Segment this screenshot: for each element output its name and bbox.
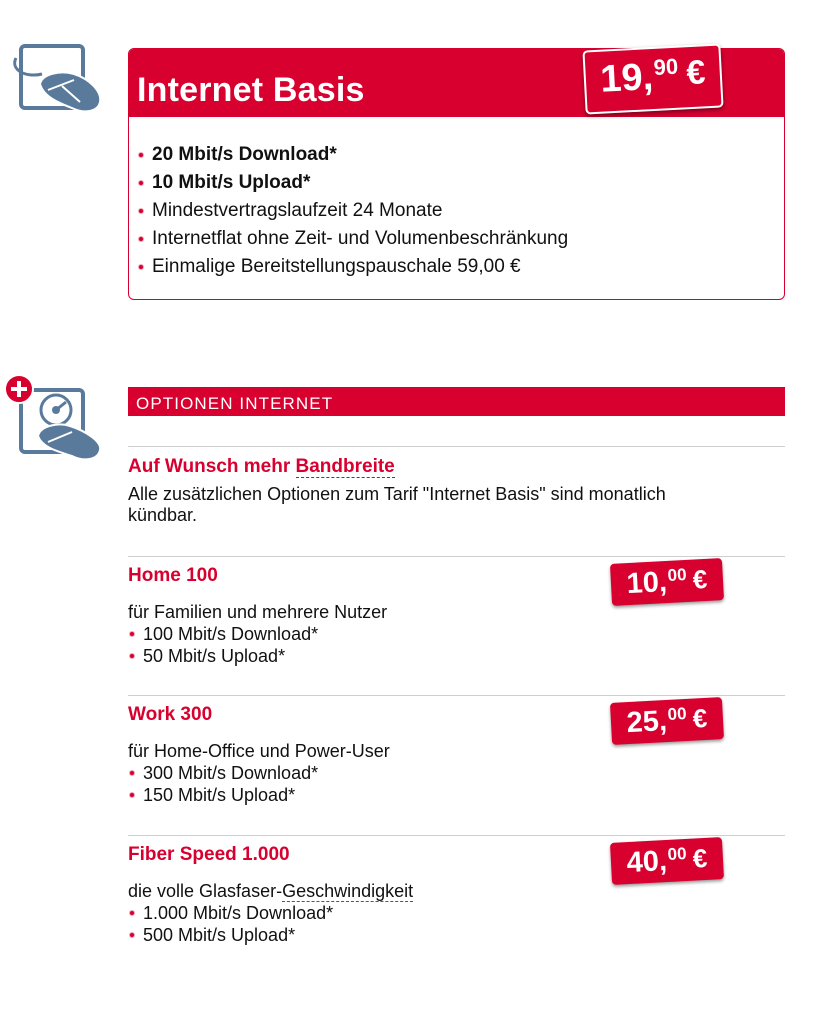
option-bullets — [128, 623, 318, 667]
tariff-feature-list — [129, 117, 784, 281]
divider — [128, 446, 785, 447]
speed-tooltip-term[interactable]: Geschwindigkeit — [282, 881, 414, 901]
mouse-icon — [12, 44, 104, 116]
speedometer-mouse-icon — [4, 374, 104, 462]
price-currency: € — [685, 53, 707, 93]
price-cents: 00 — [667, 843, 688, 864]
tariff-card-header — [129, 49, 784, 117]
option-title: Fiber Speed 1.000 — [128, 844, 290, 865]
divider — [128, 556, 785, 557]
option-bullet: 1.000 Mbit/s Download* — [128, 902, 333, 924]
price-euros: 19, — [599, 56, 655, 101]
option-bullet: 100 Mbit/s Download* — [128, 623, 318, 645]
price-currency: € — [692, 563, 709, 595]
option-bullets — [128, 902, 333, 946]
feature-item: 10 Mbit/s Upload* — [137, 169, 784, 197]
option-bullets — [128, 762, 318, 806]
divider — [128, 835, 785, 836]
feature-item: Mindestvertragslaufzeit 24 Monate — [137, 197, 784, 225]
option-bullet: 50 Mbit/s Upload* — [128, 645, 318, 667]
option-price-tag — [610, 558, 724, 606]
option-title: Work 300 — [128, 704, 213, 725]
option-description-text: die volle Glasfaser- — [128, 881, 283, 901]
options-intro-text: Alle zusätzlichen Optionen zum Tarif "Internet Basis" sind monatlich kündbar. — [128, 484, 666, 525]
price-cents: 00 — [667, 703, 688, 724]
option-title: Home 100 — [128, 565, 218, 586]
intro-title-text: Auf Wunsch mehr — [128, 456, 296, 477]
divider — [128, 695, 785, 696]
tariff-card — [128, 48, 785, 300]
option-bullet: 500 Mbit/s Upload* — [128, 924, 333, 946]
price-currency: € — [692, 702, 709, 734]
option-price-tag — [610, 837, 724, 885]
options-intro-title — [128, 456, 395, 478]
option-price-tag — [610, 697, 724, 745]
price-cents: 90 — [652, 53, 679, 80]
feature-item: 20 Mbit/s Download* — [137, 141, 784, 169]
tariff-title: Internet Basis — [137, 71, 365, 109]
feature-item: Internetflat ohne Zeit- und Volumenbeschränkung — [137, 225, 784, 253]
bandwidth-tooltip-term[interactable]: Bandbreite — [295, 456, 395, 477]
option-description-text: für Home-Office und Power-User — [128, 741, 390, 761]
option-description-text: für Familien und mehrere Nutzer — [128, 602, 388, 622]
price-euros: 25, — [625, 705, 668, 740]
price-euros: 40, — [625, 845, 668, 880]
options-header: OPTIONEN INTERNET — [128, 387, 785, 416]
option-description — [128, 741, 390, 762]
tariff-price-tag — [582, 43, 723, 114]
option-bullet: 300 Mbit/s Download* — [128, 762, 318, 784]
price-cents: 00 — [667, 564, 688, 585]
option-description — [128, 602, 387, 623]
option-description — [128, 881, 413, 902]
price-currency: € — [692, 842, 709, 874]
feature-item: Einmalige Bereitstellungspauschale 59,00 € — [137, 253, 784, 281]
plus-badge-icon — [4, 374, 34, 404]
option-bullet: 150 Mbit/s Upload* — [128, 784, 318, 806]
price-euros: 10, — [625, 566, 668, 601]
